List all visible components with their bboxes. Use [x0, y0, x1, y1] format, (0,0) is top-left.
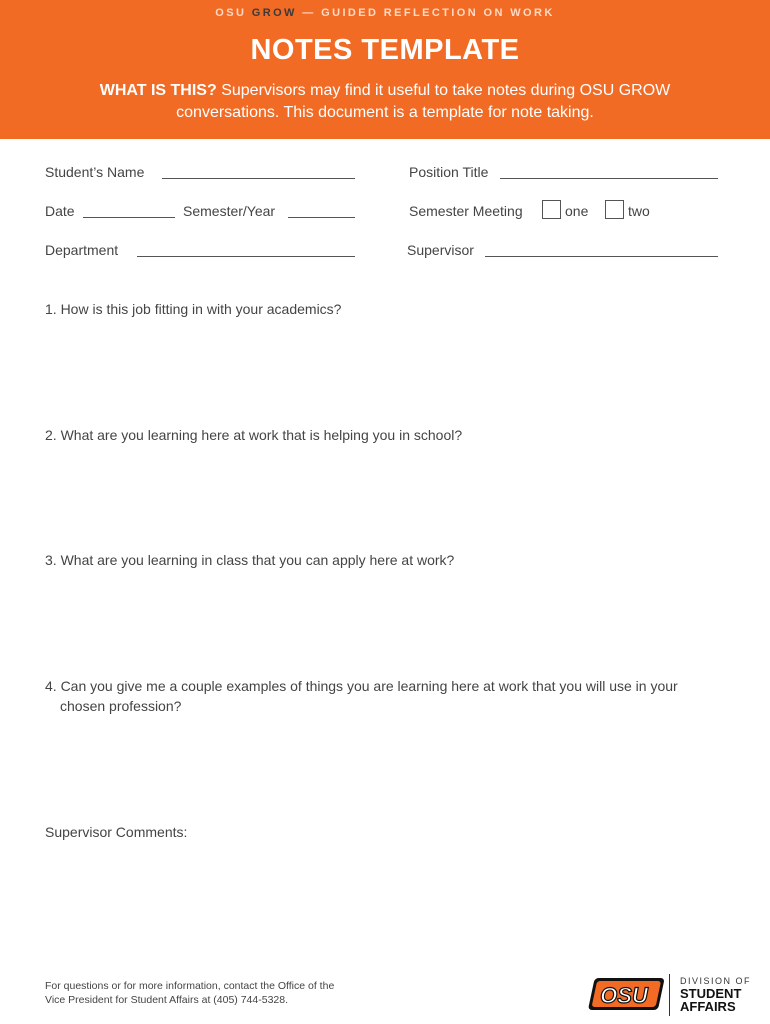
date-line[interactable]	[83, 217, 175, 218]
supervisor-label: Supervisor	[407, 242, 474, 258]
kicker-suffix: — GUIDED REFLECTION ON WORK	[296, 7, 555, 19]
question-3: 3. What are you learning in class that you can apply here at work?	[45, 552, 455, 568]
semester-year-label: Semester/Year	[183, 203, 276, 219]
student-word: STUDENT	[680, 986, 742, 1001]
position-title-line[interactable]	[500, 178, 718, 179]
program-kicker	[0, 7, 770, 19]
student-name-label: Student’s Name	[45, 164, 145, 180]
meeting-one-label: one	[565, 203, 589, 219]
kicker-prefix: OSU	[215, 7, 252, 19]
division-of-label: DIVISION OF	[680, 976, 752, 986]
intro-text	[60, 80, 710, 124]
supervisor-comments-label: Supervisor Comments:	[45, 824, 188, 840]
kicker-grow: GROW	[251, 7, 297, 19]
date-label: Date	[45, 203, 75, 219]
meeting-two-checkbox[interactable]	[605, 200, 624, 219]
footer-contact	[45, 979, 334, 1007]
intro-lead: WHAT IS THIS?	[99, 82, 217, 99]
affairs-word: AFFAIRS	[680, 999, 736, 1014]
question-4	[45, 676, 678, 716]
student-affairs-wordmark	[680, 987, 741, 1013]
student-name-line[interactable]	[162, 178, 355, 179]
meeting-two-label: two	[628, 203, 650, 219]
intro-body: Supervisors may find it useful to take notes during OSU GROW conversations. This document is a template for note taking.	[176, 82, 671, 121]
department-line[interactable]	[137, 256, 355, 257]
question-4-line-2: chosen profession?	[60, 698, 182, 714]
supervisor-line[interactable]	[485, 256, 718, 257]
page-title: NOTES TEMPLATE	[250, 34, 520, 66]
footer-divider	[669, 974, 670, 1016]
osu-logo-text: OSU	[600, 983, 648, 1008]
osu-logo	[586, 972, 664, 1016]
footer-line-2: Vice President for Student Affairs at (405) 744-5328.	[45, 994, 289, 1006]
meeting-one-checkbox[interactable]	[542, 200, 561, 219]
header-banner	[0, 0, 770, 139]
question-4-line-1: 4. Can you give me a couple examples of things you are learning here at work that you will use in your	[45, 678, 678, 694]
department-label: Department	[45, 242, 119, 258]
footer-line-1: For questions or for more information, contact the Office of the	[45, 980, 335, 992]
question-1: 1. How is this job fitting in with your academics?	[45, 301, 342, 317]
position-title-label: Position Title	[409, 164, 489, 180]
semester-meeting-label: Semester Meeting	[409, 203, 523, 219]
question-2: 2. What are you learning here at work that is helping you in school?	[45, 427, 463, 443]
semester-year-line[interactable]	[288, 217, 355, 218]
